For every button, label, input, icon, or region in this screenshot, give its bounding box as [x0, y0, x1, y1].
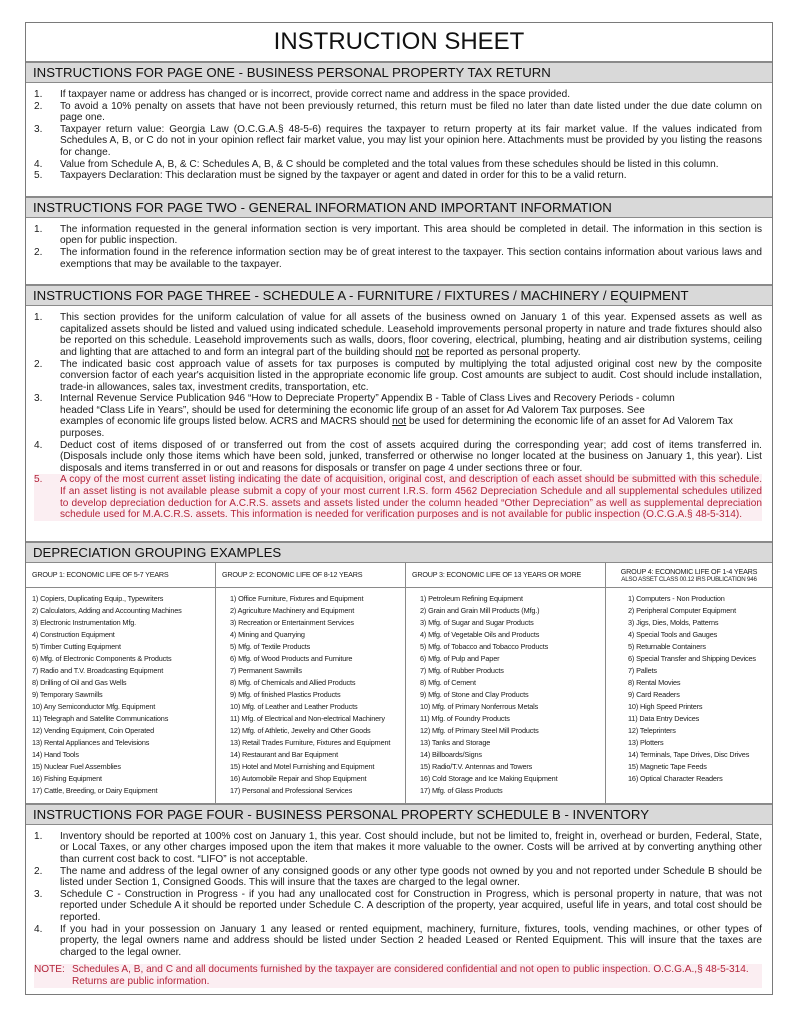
list-item: 3. Taxpayer return value: Georgia Law (O.C.G.A.§ 48-5-6) requires the taxpayer to return property at its fair market value. If the values indicated from Schedules A, B, or C do not in your opinion reflect fair market value, you may list your opinion here. Attachments must be provided by you listing the reasons for change. — [34, 123, 762, 158]
group-list-item: 17) Cattle, Breeding, or Dairy Equipment — [32, 785, 158, 795]
group-heading: GROUP 1: ECONOMIC LIFE OF 5-7 YEARS — [26, 563, 215, 588]
group-list-item: 8) Rental Movies — [628, 677, 681, 687]
group-heading: GROUP 2: ECONOMIC LIFE OF 8-12 YEARS — [216, 563, 405, 588]
group-list-item: 1) Petroleum Refining Equipment — [420, 593, 523, 603]
group-heading: GROUP 3: ECONOMIC LIFE OF 13 YEARS OR MORE — [406, 563, 605, 588]
group-list-item: 17) Mfg. of Glass Products — [420, 785, 503, 795]
group-list-item: 17) Personal and Professional Services — [230, 785, 353, 795]
confidentiality-note — [34, 964, 762, 987]
list-item: 1. This section provides for the uniform calculation of value for all assets of the business owned on January 1 of this year. Expensed assets as well as capitalized assets should be listed and valued using indicated schedule. Leasehold improvements personal property in nature and trade fixtures should also be reported on this schedule. Leasehold improvements such as walls, doors, floor covering, electrical, plumbing, heating and air distribution systems, ceiling and lighting that are attached to and form an integral part of the building should not be reported as personal property. — [34, 312, 762, 358]
group-column-4 — [606, 563, 772, 803]
group-list-item: 15) Hotel and Motel Furnishing and Equipment — [230, 761, 375, 771]
section-heading-page-two: INSTRUCTIONS FOR PAGE TWO - GENERAL INFORMATION AND IMPORTANT INFORMATION — [26, 196, 772, 218]
group-list-item: 6) Mfg. of Wood Products and Furniture — [230, 653, 353, 663]
group-list-item: 9) Card Readers — [628, 689, 680, 699]
group-list-item: 6) Mfg. of Electronic Components & Products — [32, 653, 172, 663]
group-list-item: 2) Peripheral Computer Equipment — [628, 605, 736, 615]
section-body-page-three — [26, 306, 772, 541]
group-column-3 — [406, 563, 606, 803]
group-list-item: 11) Telegraph and Satellite Communications — [32, 713, 169, 723]
page-title: INSTRUCTION SHEET — [273, 28, 525, 55]
group-list-item: 9) Mfg. of finished Plastics Products — [230, 689, 341, 699]
group-list-item: 6) Special Transfer and Shipping Devices — [628, 653, 756, 663]
section-heading-page-three: INSTRUCTIONS FOR PAGE THREE - SCHEDULE A - FURNITURE / FIXTURES / MACHINERY / EQUIPMENT — [26, 284, 772, 306]
group-list-item: 7) Pallets — [628, 665, 657, 675]
group-column-2 — [216, 563, 406, 803]
group-list-item: 4) Special Tools and Gauges — [628, 629, 718, 639]
section-body-page-two — [26, 218, 772, 284]
group-list-item: 5) Mfg. of Tobacco and Tobacco Products — [420, 641, 549, 651]
group-column-1 — [26, 563, 216, 803]
section-heading-page-four: INSTRUCTIONS FOR PAGE FOUR - BUSINESS PERSONAL PROPERTY SCHEDULE B - INVENTORY — [26, 803, 772, 825]
group-list-item: 3) Electronic Instrumentation Mfg. — [32, 617, 136, 627]
list-item: 4. Value from Schedule A, B, & C: Schedules A, B, & C should be completed and the total values from these schedules should be listed in this column. — [34, 158, 719, 170]
section-body-page-one — [26, 83, 772, 196]
group-list-item: 5) Returnable Containers — [628, 641, 706, 651]
group-list-item: 15) Nuclear Fuel Assemblies — [32, 761, 121, 771]
group-list-item: 16) Fishing Equipment — [32, 773, 102, 783]
note-text: Schedules A, B, and C and all documents furnished by the taxpayer are considered confidential and not open to public inspection. O.C.G.A.,§ 48-5-314. Returns are public information. — [72, 964, 749, 987]
group-list-item: 15) Magnetic Tape Feeds — [628, 761, 707, 771]
group-list-item: 16) Cold Storage and Ice Making Equipment — [420, 773, 558, 783]
group-list-item: 6) Mfg. of Pulp and Paper — [420, 653, 500, 663]
group-list-item: 13) Rental Appliances and Televisions — [32, 737, 150, 747]
list-item: 5. Taxpayers Declaration: This declaration must be signed by the taxpayer or agent and dated in order for this to be a valid return. — [34, 170, 627, 182]
list-item-warning: 5. A copy of the most current asset listing indicating the date of acquisition, original cost, and description of each asset should be submitted with this schedule. If an asset listing is not available please submit a copy of your most current I.R.S. form 4562 Depreciation Schedule and all supplemental schedules utilized to develop depreciation deduction for A.C.R.S. assets and assets listed under the column headed “Other Depreciation” as well as supplemental depreciation schedule used for M.A.C.R.S. assets. This information is needed for verification purposes and is not available for public inspection (O.C.G.A.§ 48-5-314). — [34, 474, 762, 521]
group-list-item: 12) Mfg. of Athletic, Jewelry and Other Goods — [230, 725, 371, 735]
group-list-item: 5) Mfg. of Textile Products — [230, 641, 311, 651]
list-item: 2. The information found in the reference information section may be of great interest to the taxpayer. This section contains information about various laws and exemptions that may be available to the taxpayer. — [34, 246, 762, 270]
group-list — [406, 588, 605, 803]
group-list-item: 2) Calculators, Adding and Accounting Machines — [32, 605, 182, 615]
list-item: 2. To avoid a 10% penalty on assets that have not been previously returned, this return must be filed no later than date listed under the due date column on page one. — [34, 100, 762, 124]
section-heading-page-one: INSTRUCTIONS FOR PAGE ONE - BUSINESS PERSONAL PROPERTY TAX RETURN — [26, 61, 772, 83]
group-list-item: 14) Terminals, Tape Drives, Disc Drives — [628, 749, 750, 759]
group-list — [216, 588, 405, 803]
group-list-item: 16) Automobile Repair and Shop Equipment — [230, 773, 367, 783]
group-list-item: 7) Mfg. of Rubber Products — [420, 665, 504, 675]
group-list-item: 11) Data Entry Devices — [628, 713, 700, 723]
list-item: 2. The indicated basic cost approach value of assets for tax purposes is computed by multiplying the total adjusted original cost new by the composite conversion factor of each year's acquisition listed in the appropriate economic life group. Cost amounts are subject to audit. Cost should include installation, trade-in allowances, sales tax, investment credits, transportation, etc. — [34, 358, 762, 393]
group-list-item: 3) Recreation or Entertainment Services — [230, 617, 354, 627]
list-item: 4. If you had in your possession on January 1 any leased or rented equipment, machinery, furniture, fixtures, tools, vending machines, or other types of property, the legal owners name and address should be listed under Section 2 headed Leased or Rented Equipment. This will insure that the taxes are charged to the legal owner. — [34, 923, 762, 958]
group-list-item: 5) Timber Cutting Equipment — [32, 641, 121, 651]
group-list-item: 8) Mfg. of Chemicals and Allied Products — [230, 677, 356, 687]
group-list-item: 13) Tanks and Storage — [420, 737, 491, 747]
group-list-item: 16) Optical Character Readers — [628, 773, 723, 783]
list-item: 2. The name and address of the legal owner of any consigned goods or any other type goods not owned by you and not reported under Schedule B should be listed under Section 1, Consigned Goods. This will insure that the taxes are charged to the legal owner. — [34, 865, 762, 889]
group-list-item: 10) Mfg. of Leather and Leather Products — [230, 701, 358, 711]
group-list-item: 3) Mfg. of Sugar and Sugar Products — [420, 617, 534, 627]
group-list-item: 14) Hand Tools — [32, 749, 79, 759]
group-list-item: 9) Temporary Sawmills — [32, 689, 103, 699]
group-list-item: 1) Office Furniture, Fixtures and Equipment — [230, 593, 364, 603]
group-list-item: 1) Copiers, Duplicating Equip., Typewriters — [32, 593, 164, 603]
group-list-item: 10) High Speed Printers — [628, 701, 703, 711]
list-item: 4. Deduct cost of items disposed of or transferred out from the cost of assets acquired during the corresponding year; add cost of items transferred in. (Disposals include only those items which have been sold, junked, transferred or otherwise no longer located at the business on January 1, this year). List disposals and items transferred in or out and reasons for disposals or transfer on page 4 under sections three or four. — [34, 439, 762, 474]
group-list-item: 14) Billboards/Signs — [420, 749, 482, 759]
group-list-item: 2) Agriculture Machinery and Equipment — [230, 605, 355, 615]
group-list-item: 11) Mfg. of Electrical and Non-electrical Machinery — [230, 713, 385, 723]
group-heading: GROUP 4: ECONOMIC LIFE OF 1-4 YEARS ALSO ASSET CLASS 00.12 IRS PUBLICATION 946 — [606, 563, 772, 588]
list-item: 1. If taxpayer name or address has changed or is incorrect, provide correct name and address in the space provided. — [34, 89, 571, 100]
group-list-item: 2) Grain and Grain Mill Products (Mfg.) — [420, 605, 540, 615]
list-item: 1. The information requested in the general information section is very important. This area should be completed in detail. The information in this section is open for public inspection. — [34, 223, 762, 247]
group-list-item: 8) Mfg. of Cement — [420, 677, 476, 687]
group-list — [606, 588, 772, 791]
instruction-sheet — [25, 22, 773, 995]
group-list-item: 4) Mfg. of Vegetable Oils and Products — [420, 629, 540, 639]
group-list-item: 7) Permanent Sawmills — [230, 665, 302, 675]
list-item: 3. Schedule C - Construction in Progress - if you had any unallocated cost for Construction in Progress, which is personal property in nature, that was not reported under Schedule A it should be reported under Schedule C. A description of the property, year acquired, useful life in years, and total cost should be reported. — [34, 888, 762, 923]
group-list-item: 13) Plotters — [628, 737, 664, 747]
group-list-item: 1) Computers - Non Production — [628, 593, 725, 603]
emphasis-not: not — [392, 416, 407, 428]
group-list-item: 11) Mfg. of Foundry Products — [420, 713, 510, 723]
group-list-item: 10) Mfg. of Primary Nonferrous Metals — [420, 701, 539, 711]
note-label: NOTE: — [34, 964, 65, 976]
depreciation-groups-table — [26, 563, 772, 803]
group-list-item: 9) Mfg. of Stone and Clay Products — [420, 689, 529, 699]
group-list-item: 15) Radio/T.V. Antennas and Towers — [420, 761, 533, 771]
group-list-item: 3) Jigs, Dies, Molds, Patterns — [628, 617, 719, 627]
group-list — [26, 588, 215, 803]
group-list-item: 10) Any Semiconductor Mfg. Equipment — [32, 701, 156, 711]
group-list-item: 7) Radio and T.V. Broadcasting Equipment — [32, 665, 164, 675]
group-list-item: 8) Drilling of Oil and Gas Wells — [32, 677, 127, 687]
list-item: 3. Internal Revenue Service Publication 946 “How to Depreciate Property” Appendix B - Table of Class Lives and Recovery Periods - column headed “Class Life in Years”, should be used for determining the economic life group of an asset for Ad Valorem Tax purposes. See examples of economic life groups listed below. ACRS and MACRS should not be used for determining the economic life of an asset for Ad Valorem Tax purposes. — [34, 393, 733, 440]
group-list-item: 13) Retail Trades Furniture, Fixtures and Equipment — [230, 737, 391, 747]
section-body-page-four — [26, 825, 772, 994]
emphasis-not: not — [415, 346, 430, 358]
group-list-item: 14) Restaurant and Bar Equipment — [230, 749, 338, 759]
group-list-item: 12) Mfg. of Primary Steel Mill Products — [420, 725, 539, 735]
group-list-item: 12) Teleprinters — [628, 725, 676, 735]
group-list-item: 4) Construction Equipment — [32, 629, 115, 639]
section-heading-depreciation: DEPRECIATION GROUPING EXAMPLES — [26, 541, 772, 563]
group-list-item: 4) Mining and Quarrying — [230, 629, 305, 639]
list-item: 1. Inventory should be reported at 100% cost on January 1, this year. Cost should include, but not be limited to, freight in, overhead or burden, Federal, State, or Local Taxes, or any other charges imposed upon the item that makes it more valuable to the owner. Costs will be arrived at by converting anything other than current cost back to cost. “LIFO” is not acceptable. — [34, 830, 762, 865]
group-list-item: 12) Vending Equipment, Coin Operated — [32, 725, 154, 735]
